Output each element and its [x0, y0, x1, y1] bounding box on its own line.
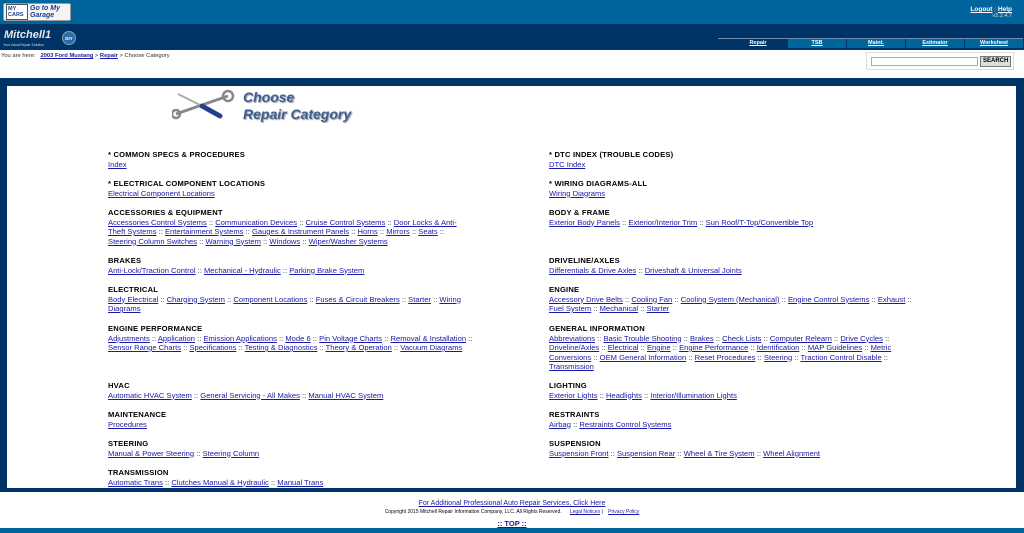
category-link[interactable]: Wiper/Washer Systems	[308, 236, 388, 246]
category-link[interactable]: Parking Brake System	[289, 265, 365, 275]
category-link[interactable]: Mirrors	[386, 227, 410, 236]
category-link[interactable]: Driveline/Axles	[549, 343, 600, 352]
category-link[interactable]: Charging System	[166, 294, 225, 304]
category-heading: ELECTRICAL	[108, 285, 159, 294]
category-heading: TRANSMISSION	[108, 468, 169, 477]
category-link[interactable]: Component Locations	[233, 294, 308, 304]
category-link[interactable]: Index	[108, 159, 127, 169]
help-link[interactable]: Help	[997, 6, 1012, 13]
category-link[interactable]: Manual HVAC System	[308, 390, 384, 400]
category-link[interactable]: Electrical	[607, 343, 639, 352]
category-link[interactable]: Seats	[418, 227, 438, 236]
diy-badge: DIY	[62, 31, 76, 45]
bottom-bar	[0, 528, 1024, 533]
category-heading: MAINTENANCE	[108, 410, 167, 419]
go-to-my-garage-button[interactable]	[3, 3, 71, 21]
category-heading: * WIRING DIAGRAMS-ALL	[549, 179, 648, 188]
category-link[interactable]: General Servicing - All Makes	[200, 390, 300, 400]
category-link[interactable]: Wiring Diagrams	[108, 294, 461, 313]
category-section: ENGINE Accessory Drive Belts :: Cooling Fan :: Cooling System (Mechanical) :: Engine Control Systems :: Exhaust :: Fuel System :: Mechanical :: Starter	[549, 285, 929, 324]
category-link[interactable]: Traction Control Disable	[800, 352, 882, 362]
category-link[interactable]: Application	[157, 333, 195, 343]
category-link[interactable]: Adjustments	[108, 333, 150, 343]
category-link[interactable]: Manual & Power Steering	[108, 448, 195, 458]
category-link[interactable]: Airbag	[549, 419, 571, 429]
wrench-screwdriver-icon	[172, 88, 236, 122]
category-link[interactable]: Identification	[756, 343, 800, 352]
category-link[interactable]: Computer Relearn	[769, 333, 832, 343]
category-link[interactable]: Mechanical - Hydraulic	[203, 265, 281, 275]
category-link[interactable]: Starter	[408, 294, 431, 304]
search-box	[866, 52, 1014, 70]
category-link[interactable]: Cruise Control Systems	[305, 217, 386, 227]
category-link[interactable]: Exterior/Interior Trim	[628, 217, 698, 227]
page-title	[243, 89, 351, 123]
category-link[interactable]: Electrical Component Locations	[108, 188, 215, 198]
category-link[interactable]: Abbreviations	[549, 333, 596, 343]
category-link[interactable]: Metric Conversions	[549, 343, 892, 362]
category-link[interactable]: Windows	[269, 236, 301, 246]
category-section: BODY & FRAME Exterior Body Panels :: Exterior/Interior Trim :: Sun Roof/T-Top/Convertible Top	[549, 208, 929, 256]
category-link[interactable]: Anti-Lock/Traction Control	[108, 265, 196, 275]
category-heading: ENGINE	[549, 285, 580, 294]
category-link[interactable]: Clutches Manual & Hydraulic	[171, 477, 269, 487]
breadcrumb-current: Choose Category	[124, 53, 170, 59]
category-link[interactable]: Wheel Alignment	[763, 448, 821, 458]
category-section: LIGHTING Exterior Lights :: Headlights :: Interior/Illumination Lights	[549, 381, 929, 410]
category-link[interactable]: Exhaust	[877, 294, 906, 304]
category-heading: BODY & FRAME	[549, 208, 610, 217]
category-section: RESTRAINTS Airbag :: Restraints Control Systems	[549, 410, 929, 439]
category-link[interactable]: Differentials & Drive Axles	[549, 265, 637, 275]
category-link[interactable]: Automatic HVAC System	[108, 390, 192, 400]
footer: For Additional Professional Auto Repair Services, Click Here Copyright 2015 Mitchell Repair Information Company, LLC. All Rights Reserved. Legal Notices | Privacy Policy :: TOP ::	[384, 500, 640, 528]
category-heading: ENGINE PERFORMANCE	[108, 324, 203, 333]
category-link[interactable]: Transmission	[549, 362, 594, 371]
category-link[interactable]: OEM General Information	[599, 352, 687, 362]
tab-tsb[interactable]: TSB	[787, 39, 846, 48]
category-heading: SUSPENSION	[549, 439, 601, 448]
category-heading: RESTRAINTS	[549, 410, 600, 419]
logout-link[interactable]: Logout	[970, 6, 993, 13]
category-link[interactable]: Pin Voltage Charts	[319, 333, 383, 343]
page-title-line1: Choose	[243, 89, 295, 105]
tab-repair[interactable]: Repair	[728, 39, 787, 48]
category-heading: HVAC	[108, 381, 130, 390]
category-section: STEERING Manual & Power Steering :: Steering Column	[108, 439, 549, 468]
copyright: Copyright 2015 Mitchell Repair Information Company, LLC. All Rights Reserved.	[384, 509, 562, 515]
category-link[interactable]: Engine Performance	[679, 343, 749, 352]
category-section: HVAC Automatic HVAC System :: General Servicing - All Makes :: Manual HVAC System	[108, 381, 549, 410]
category-section	[108, 410, 549, 439]
category-link[interactable]: Specifications	[189, 343, 237, 352]
category-link[interactable]: Exterior Lights	[549, 390, 598, 400]
category-link[interactable]: Horns	[357, 227, 378, 236]
category-link[interactable]: Removal & Installation	[390, 333, 467, 343]
breadcrumb-repair[interactable]: Repair	[99, 53, 118, 59]
category-link[interactable]: Warning System	[205, 236, 261, 246]
logo-tagline: Your eAutoRepair Solution	[3, 43, 45, 47]
category-link[interactable]: Reset Procedures	[694, 352, 756, 362]
category-section: ELECTRICAL Body Electrical :: Charging System :: Component Locations :: Fuses & Circuit Breakers :: Starter :: Wiring Diagrams	[108, 285, 549, 324]
top-links: Logout | Help v2.2.4.7	[970, 6, 1012, 19]
category-link[interactable]: Cooling Fan	[631, 294, 673, 304]
category-heading: DRIVELINE/AXLES	[549, 256, 620, 265]
category-heading: * DTC INDEX (TROUBLE CODES)	[549, 150, 674, 159]
category-heading: * ELECTRICAL COMPONENT LOCATIONS	[108, 179, 266, 188]
category-grid	[108, 150, 929, 487]
category-link[interactable]: Check Lists	[722, 333, 762, 343]
category-link[interactable]: Accessories Control Systems	[108, 217, 207, 227]
breadcrumb-prefix: You are here:	[1, 53, 36, 59]
category-link[interactable]: DTC Index	[549, 159, 586, 169]
category-section	[549, 179, 929, 208]
category-link[interactable]: Steering Column Switches	[108, 236, 198, 246]
top-bar	[0, 0, 1024, 24]
category-link[interactable]: Door Locks & Anti-Theft Systems	[108, 217, 457, 236]
category-link[interactable]: Testing & Diagnostics	[244, 343, 318, 352]
category-link[interactable]: Procedures	[108, 419, 147, 429]
version-label: v2.2.4.7	[992, 13, 1012, 19]
category-link[interactable]: Steering Column	[202, 448, 260, 458]
category-link[interactable]: Basic Trouble Shooting	[603, 333, 682, 343]
category-link[interactable]: Fuel System	[549, 304, 592, 313]
search-input[interactable]	[871, 57, 978, 66]
category-link[interactable]: Exterior Body Panels	[549, 217, 620, 227]
category-section: ENGINE PERFORMANCE Adjustments :: Application :: Emission Applications :: Mode 6 :: Pin Voltage Charts :: Removal & Installation :: Sensor Range Charts :: Specifications :: Testing & Diagnostics :: Theory & Operation :: Vacuum Diagrams	[108, 324, 549, 381]
category-heading: BRAKES	[108, 256, 142, 265]
category-link[interactable]: Suspension Front	[549, 448, 609, 458]
category-heading: * COMMON SPECS & PROCEDURES	[108, 150, 246, 159]
category-section	[108, 179, 549, 208]
category-link[interactable]: Vacuum Diagrams	[400, 343, 463, 352]
category-link[interactable]: Communication Devices	[215, 217, 298, 227]
category-link[interactable]: Suspension Rear	[616, 448, 676, 458]
category-link[interactable]: Gauges & Instrument Panels	[251, 227, 350, 236]
category-section: SUSPENSION Suspension Front :: Suspension Rear :: Wheel & Tire System :: Wheel Alignment	[549, 439, 929, 468]
category-link[interactable]: Accessory Drive Belts	[549, 294, 623, 304]
category-section: ACCESSORIES & EQUIPMENT Accessories Control Systems :: Communication Devices :: Cruise Control Systems :: Door Locks & Anti-Theft Systems :: Entertainment Systems :: Gauges & Instrument Panels :: Horns :: Mirrors :: Seats :: Steering Column Switches :: Warning System :: Windows :: Wiper/Washer Systems	[108, 208, 549, 256]
main-tabs	[718, 38, 1023, 48]
my-cars-plate-icon: MY CARS	[6, 4, 28, 20]
privacy-policy-link[interactable]: Privacy Policy	[608, 509, 640, 515]
category-link[interactable]: Steering	[763, 352, 793, 362]
category-link[interactable]: Engine Control Systems	[787, 294, 870, 304]
more-services-link[interactable]: For Additional Professional Auto Repair Services, Click Here	[418, 500, 606, 507]
legal-notices-link[interactable]: Legal Notices	[569, 509, 601, 515]
page-title-line2: Repair Category	[243, 106, 352, 122]
category-link[interactable]: Interior/Illumination Lights	[650, 390, 737, 400]
category-link[interactable]: Mode 6	[285, 333, 311, 343]
category-link[interactable]: Brakes	[690, 333, 714, 343]
category-link[interactable]: Drive Cycles	[840, 333, 883, 343]
category-section	[549, 150, 929, 179]
category-link[interactable]: Headlights	[606, 390, 642, 400]
breadcrumb: You are here: 2003 Ford Mustang > Repair > Choose Category	[1, 53, 170, 59]
category-link[interactable]: Fuses & Circuit Breakers	[315, 294, 400, 304]
category-link[interactable]: Driveshaft & Universal Joints	[644, 265, 742, 275]
mitchell1-logo: Mitchell1	[4, 29, 52, 41]
category-link[interactable]: Body Electrical	[108, 294, 159, 304]
category-link[interactable]: Wheel & Tire System	[683, 448, 755, 458]
category-link[interactable]: Starter	[646, 304, 670, 313]
category-section: TRANSMISSION Automatic Trans :: Clutches Manual & Hydraulic :: Manual Trans	[108, 468, 549, 487]
tab-worksheet[interactable]: Worksheet	[964, 39, 1023, 48]
category-link[interactable]: Sensor Range Charts	[108, 343, 182, 352]
garage-label: Go to My Garage	[30, 5, 60, 19]
category-heading: LIGHTING	[549, 381, 587, 390]
category-link[interactable]: Restraints Control Systems	[579, 419, 672, 429]
category-link[interactable]: Automatic Trans	[108, 477, 163, 487]
top-link[interactable]: :: TOP ::	[497, 519, 527, 528]
category-section: BRAKES Anti-Lock/Traction Control :: Mechanical - Hydraulic :: Parking Brake System	[108, 256, 549, 285]
category-heading: ACCESSORIES & EQUIPMENT	[108, 208, 223, 217]
category-link[interactable]: Mechanical	[599, 304, 639, 313]
category-link[interactable]: Wiring Diagrams	[549, 188, 606, 198]
category-section	[108, 150, 549, 179]
category-link[interactable]: Manual Trans	[277, 477, 324, 487]
category-link[interactable]: Entertainment Systems	[164, 227, 244, 236]
category-link[interactable]: Emission Applications	[203, 333, 277, 343]
category-link[interactable]: Engine	[646, 343, 671, 352]
category-link[interactable]: Sun Roof/T-Top/Convertible Top	[705, 217, 814, 227]
category-section: GENERAL INFORMATION Abbreviations :: Basic Trouble Shooting :: Brakes :: Check Lists :: Computer Relearn :: Drive Cycles :: Driveline/Axles :: Electrical :: Engine :: Engine Performance :: Identification :: MAP Guidelines :: Metric Conversions :: OEM General Information :: Reset Procedures :: Steering :: Traction Control Disable :: Transmission	[549, 324, 929, 381]
category-heading: STEERING	[108, 439, 149, 448]
tab-estimator[interactable]: Estimator	[905, 39, 964, 48]
category-link[interactable]: MAP Guidelines	[807, 343, 863, 352]
tab-maint[interactable]: Maint.	[846, 39, 905, 48]
category-link[interactable]: Theory & Operation	[325, 343, 392, 352]
category-heading: GENERAL INFORMATION	[549, 324, 645, 333]
category-section: DRIVELINE/AXLES Differentials & Drive Axles :: Driveshaft & Universal Joints	[549, 256, 929, 285]
search-button[interactable]: SEARCH	[980, 56, 1011, 67]
category-link[interactable]: Cooling System (Mechanical)	[680, 294, 780, 304]
breadcrumb-vehicle[interactable]: 2003 Ford Mustang	[40, 53, 94, 59]
